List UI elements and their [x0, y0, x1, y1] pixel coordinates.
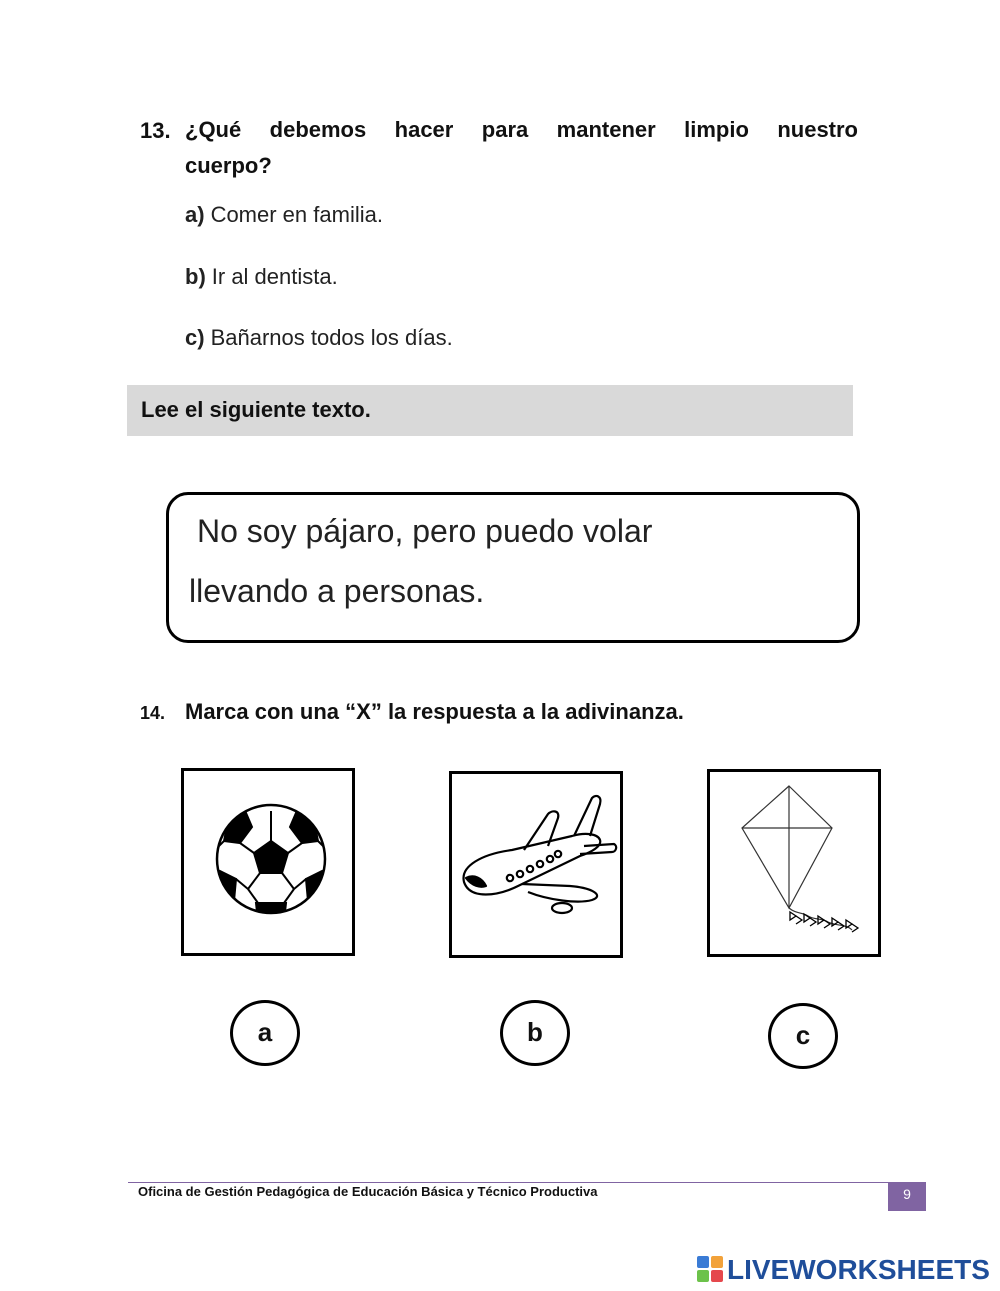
riddle-box [166, 492, 860, 643]
kite-icon [710, 772, 878, 954]
riddle-line-2: llevando a personas. [189, 573, 485, 609]
answer-circle-a[interactable]: a [230, 1000, 300, 1066]
option-b[interactable] [185, 264, 338, 290]
option-letter: b) [185, 264, 206, 289]
instruction-text: Lee el siguiente texto. [141, 397, 371, 422]
option-text: Ir al dentista. [211, 264, 338, 289]
option-letter: c) [185, 325, 205, 350]
answer-circle-c[interactable]: c [768, 1003, 838, 1069]
answer-circle-b[interactable]: b [500, 1000, 570, 1066]
brand-name: LIVEWORKSHEETS [727, 1254, 990, 1285]
instruction-banner [127, 385, 853, 436]
question-13-text-line2: cuerpo? [185, 153, 272, 178]
question-13-text-line1: ¿Qué debemos hacer para mantener limpio nuestro [185, 117, 858, 142]
live-blocks-icon [697, 1256, 723, 1284]
page-number: 9 [888, 1182, 926, 1211]
option-text: Comer en familia. [210, 202, 383, 227]
answer-card-a[interactable] [181, 768, 355, 956]
option-c[interactable] [185, 325, 453, 351]
option-letter: a) [185, 202, 205, 227]
option-a[interactable] [185, 202, 383, 228]
question-14-number: 14. [140, 703, 166, 723]
footer-text: Oficina de Gestión Pedagógica de Educación Básica y Técnico Productiva [138, 1184, 598, 1199]
answer-card-c[interactable] [707, 769, 881, 957]
airplane-icon [452, 774, 620, 955]
riddle-line-1: No soy pájaro, pero puedo volar [197, 513, 653, 549]
answer-card-b[interactable] [449, 771, 623, 958]
option-text: Bañarnos todos los días. [210, 325, 453, 350]
question-13-number: 13. [140, 118, 171, 143]
question-14-text: Marca con una “X” la respuesta a la adivinanza. [185, 699, 684, 724]
soccer-ball-icon [184, 771, 352, 953]
footer-divider [128, 1182, 926, 1183]
